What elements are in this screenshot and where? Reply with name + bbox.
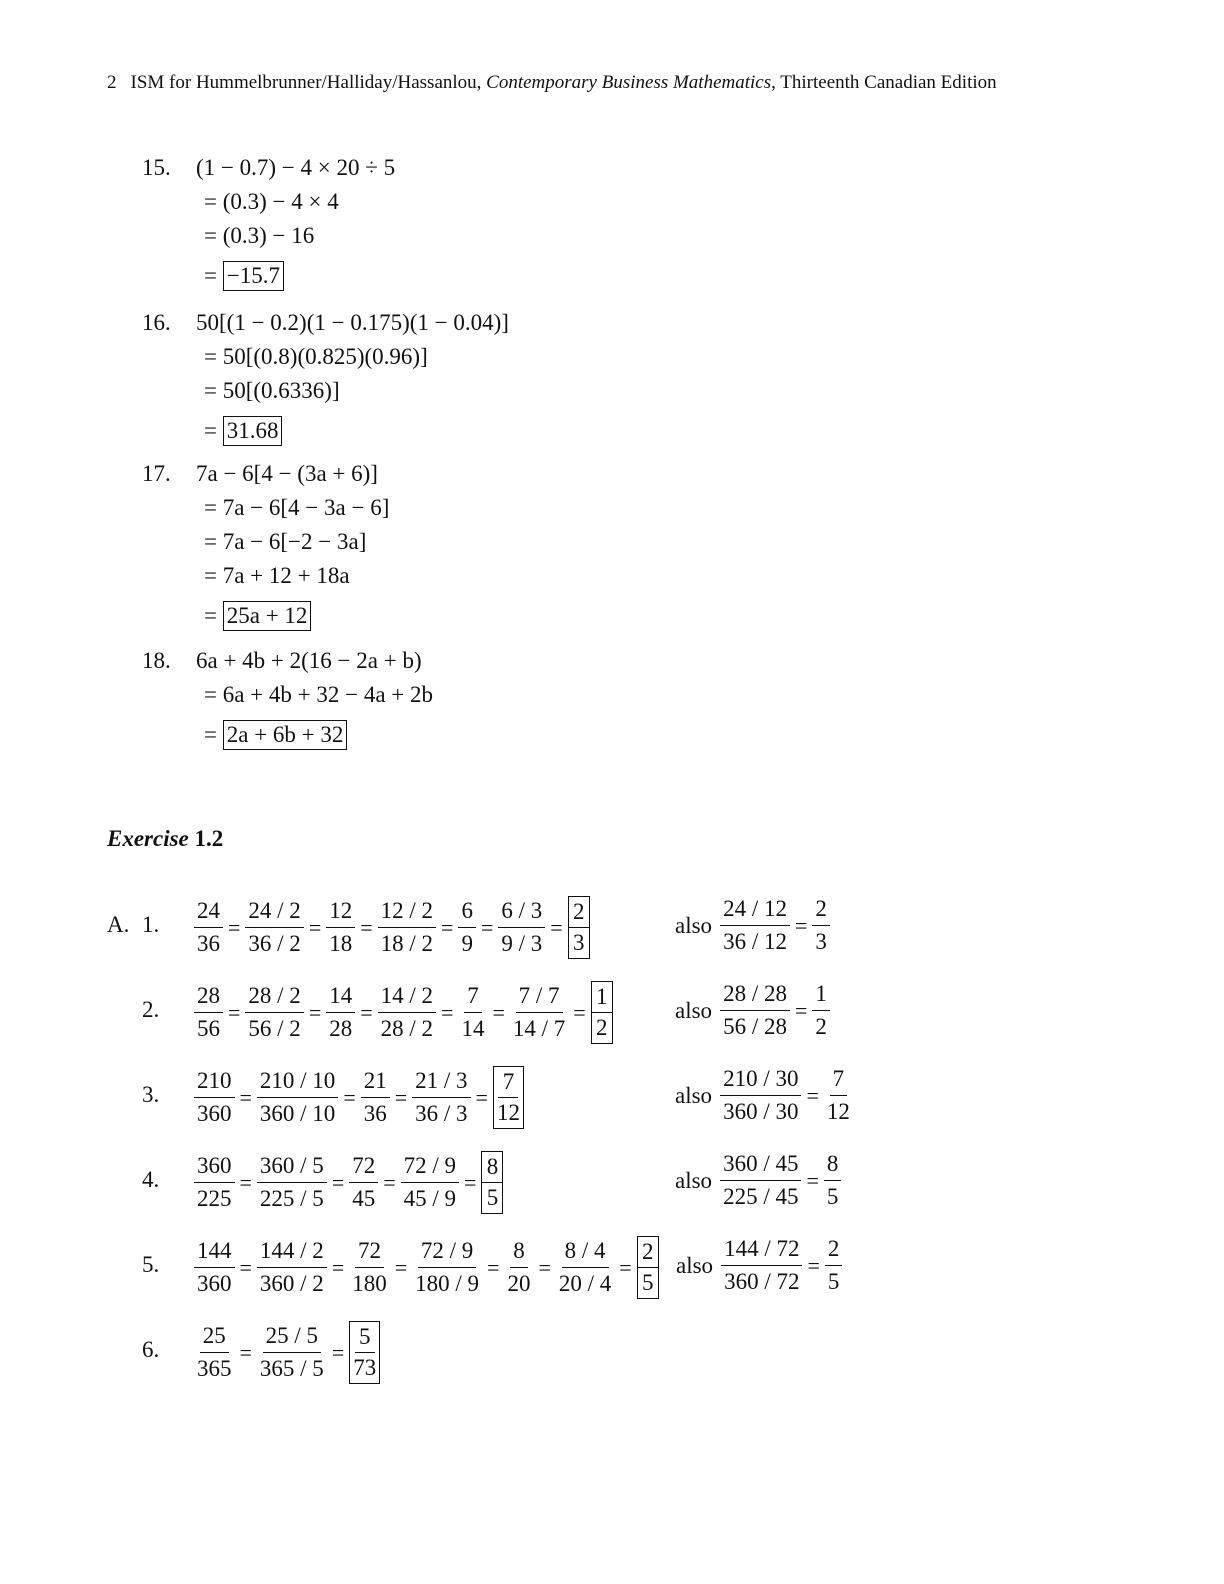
- problem-step: = 6a + 4b + 32 − 4a + 2b: [204, 682, 434, 707]
- numerator: 12 / 2: [378, 898, 436, 928]
- fraction-chain: [192, 1151, 503, 1214]
- equals-sign: =: [487, 1254, 500, 1280]
- equals-sign: =: [331, 1339, 345, 1365]
- item-number: 1.: [142, 912, 160, 937]
- equals-sign: =: [619, 1254, 632, 1280]
- problem-expression: 6a + 4b + 2(16 − 2a + b): [196, 648, 422, 673]
- page-header: [107, 72, 997, 94]
- numerator: 360 / 5: [257, 1153, 327, 1183]
- boxed-answer: 2a + 6b + 32: [223, 720, 348, 750]
- denominator: 360 / 2: [259, 1271, 324, 1296]
- fraction: [255, 1068, 340, 1127]
- fraction: [324, 983, 357, 1042]
- numerator: 1: [812, 981, 830, 1011]
- boxed-answer-fraction: [637, 1236, 659, 1299]
- fraction: [192, 1323, 237, 1382]
- denominator: 45 / 9: [403, 1186, 457, 1211]
- numerator: 12: [326, 898, 355, 928]
- fraction-chain: [192, 1066, 524, 1129]
- problem-step: = 7a + 12 + 18a: [204, 563, 350, 588]
- equals-sign: =: [550, 914, 563, 940]
- denominator: 28 / 2: [380, 1016, 434, 1041]
- equals-sign: =: [480, 914, 494, 940]
- fraction: [243, 983, 305, 1042]
- denominator: 20 / 4: [558, 1271, 612, 1296]
- also-label: also: [675, 997, 713, 1023]
- also-equation: [675, 1151, 843, 1210]
- numerator: 72: [355, 1238, 384, 1268]
- book-title: Contemporary Business Mathematics: [486, 72, 772, 93]
- equals-sign: =: [806, 1082, 819, 1108]
- header-prefix: ISM for Hummelbrunner/Halliday/Hassanlou,: [130, 72, 487, 93]
- also-label: also: [676, 1252, 714, 1278]
- numerator: 21: [361, 1068, 390, 1098]
- denominator: 360 / 10: [259, 1101, 336, 1126]
- numerator: 2: [825, 1236, 843, 1266]
- page-number: 2: [107, 72, 117, 93]
- denominator: 3: [815, 929, 827, 954]
- numerator: 24 / 12: [720, 896, 790, 926]
- problem-expression: 7a − 6[4 − (3a + 6)]: [196, 461, 378, 486]
- numerator: 7 / 7: [516, 983, 563, 1013]
- fraction: [376, 898, 438, 957]
- numerator: 72 / 9: [401, 1153, 459, 1183]
- equals-sign: =: [228, 999, 241, 1025]
- fraction: [718, 1066, 803, 1125]
- fraction: [810, 981, 832, 1040]
- also-label: also: [675, 1082, 713, 1108]
- numerator: 144 / 2: [257, 1238, 327, 1268]
- denominator: 5: [486, 1185, 499, 1210]
- fraction: [192, 898, 225, 957]
- denominator: 36: [363, 1101, 387, 1126]
- denominator: 360: [197, 1271, 232, 1296]
- numerator: 2: [569, 897, 589, 928]
- denominator: 225: [197, 1186, 232, 1211]
- fraction: [324, 898, 357, 957]
- also-equation: [675, 896, 832, 955]
- denominator: 5: [827, 1269, 840, 1294]
- equals-sign: =: [492, 999, 505, 1025]
- equals-sign: =: [573, 999, 586, 1025]
- numerator: 210: [194, 1068, 235, 1098]
- problem-number: 15.: [142, 155, 171, 180]
- fraction: [376, 983, 438, 1042]
- fraction: [719, 1236, 804, 1295]
- fraction: [255, 1153, 329, 1212]
- fraction-chain: [192, 1236, 659, 1299]
- denominator: 360: [197, 1101, 232, 1126]
- fraction: [399, 1153, 461, 1212]
- denominator: 9 / 3: [501, 931, 543, 956]
- boxed-answer: −15.7: [223, 261, 284, 291]
- numerator: 144 / 72: [721, 1236, 802, 1266]
- denominator: 180 / 9: [415, 1271, 480, 1296]
- denominator: 45: [352, 1186, 376, 1211]
- fraction: [456, 983, 489, 1042]
- equals-sign: =: [383, 1169, 396, 1195]
- equals-sign: =: [807, 1252, 820, 1278]
- also-equation: [676, 1236, 844, 1295]
- denominator: 365: [197, 1356, 232, 1381]
- equals-sign: =: [394, 1084, 408, 1110]
- equals-sign: =: [806, 1167, 819, 1193]
- denominator: 12: [496, 1100, 520, 1125]
- numerator: 6 / 3: [498, 898, 545, 928]
- denominator: 12: [826, 1099, 850, 1124]
- also-label: also: [675, 1167, 713, 1193]
- fraction: [822, 1066, 855, 1125]
- also-label: also: [675, 912, 713, 938]
- fraction: [508, 983, 570, 1042]
- numerator: 8: [510, 1238, 528, 1268]
- fraction-chain: [192, 1321, 380, 1384]
- fraction: [554, 1238, 616, 1297]
- equals-sign: =: [441, 999, 454, 1025]
- boxed-answer: 25a + 12: [223, 601, 312, 631]
- denominator: 36 / 2: [248, 931, 301, 956]
- denominator: 180: [352, 1271, 387, 1296]
- boxed-answer-fraction: [481, 1151, 503, 1214]
- problem-step: = (0.3) − 16: [204, 223, 315, 248]
- equals-sign: =: [441, 914, 454, 940]
- equals-sign: =: [239, 1084, 252, 1110]
- problem-expression: (1 − 0.7) − 4 × 20 ÷ 5: [196, 155, 396, 180]
- equals-sign: =: [794, 997, 808, 1023]
- denominator: 360 / 30: [723, 1099, 799, 1124]
- equals-sign: =: [331, 1254, 345, 1280]
- denominator: 56: [197, 1016, 220, 1041]
- fraction: [823, 1236, 845, 1295]
- denominator: 56 / 2: [248, 1016, 301, 1041]
- problem-step: = 7a − 6[−2 − 3a]: [204, 529, 367, 554]
- denominator: 5: [826, 1184, 839, 1209]
- numerator: 360: [194, 1153, 235, 1183]
- numerator: 7: [498, 1067, 518, 1098]
- numerator: 14: [326, 983, 355, 1013]
- equals-sign: =: [239, 1339, 252, 1365]
- fraction: [347, 1153, 380, 1212]
- item-number: 4.: [142, 1167, 160, 1192]
- fraction: [347, 1238, 392, 1297]
- fraction: [192, 1153, 237, 1212]
- item-number: 2.: [142, 997, 160, 1022]
- fraction: [192, 983, 225, 1042]
- denominator: 14: [461, 1016, 485, 1041]
- denominator: 36 / 3: [415, 1101, 468, 1126]
- equals-sign: =: [343, 1084, 356, 1110]
- equals-sign: =: [360, 999, 373, 1025]
- problem-step: = 7a − 6[4 − 3a − 6]: [204, 495, 390, 520]
- header-suffix: , Thirteenth Canadian Edition: [771, 72, 997, 93]
- boxed-answer: 31.68: [223, 416, 283, 446]
- boxed-answer-fraction: [591, 981, 613, 1044]
- denominator: 5: [641, 1270, 654, 1295]
- denominator: 225 / 5: [259, 1186, 324, 1211]
- section-label: A.: [107, 912, 130, 937]
- boxed-answer-fraction: [568, 896, 590, 959]
- fraction: [192, 1068, 237, 1127]
- denominator: 18 / 2: [380, 931, 434, 956]
- denominator: 2: [815, 1014, 827, 1039]
- denominator: 36 / 12: [723, 929, 787, 954]
- fraction-chain: [192, 896, 590, 959]
- equals-sign: =: [308, 999, 322, 1025]
- equals-sign: =: [239, 1254, 252, 1280]
- denominator: 360 / 72: [724, 1269, 800, 1294]
- numerator: 8: [482, 1152, 502, 1183]
- denominator: 36: [197, 931, 220, 956]
- numerator: 2: [812, 896, 830, 926]
- equals-sign: =: [538, 1254, 551, 1280]
- fraction: [255, 1238, 329, 1297]
- numerator: 24 / 2: [245, 898, 303, 928]
- numerator: 360 / 45: [720, 1151, 801, 1181]
- numerator: 144: [194, 1238, 235, 1268]
- numerator: 210 / 10: [257, 1068, 338, 1098]
- equals-sign: =: [394, 1254, 408, 1280]
- numerator: 72: [349, 1153, 378, 1183]
- equals-sign: =: [475, 1084, 488, 1110]
- fraction: [718, 896, 792, 955]
- numerator: 28: [194, 983, 223, 1013]
- problem-number: 16.: [142, 310, 171, 335]
- numerator: 28 / 28: [720, 981, 790, 1011]
- boxed-answer-fraction: [493, 1066, 524, 1129]
- equals-sign: =: [228, 914, 241, 940]
- numerator: 5: [355, 1322, 375, 1353]
- numerator: 7: [830, 1066, 848, 1096]
- also-equation: [675, 981, 832, 1040]
- denominator: 18: [329, 931, 353, 956]
- denominator: 14 / 7: [512, 1016, 566, 1041]
- fraction: [502, 1238, 535, 1297]
- fraction: [243, 898, 305, 957]
- problem-step: = (0.3) − 4 × 4: [204, 189, 339, 214]
- numerator: 28 / 2: [245, 983, 303, 1013]
- denominator: 20: [507, 1271, 531, 1296]
- fraction: [192, 1238, 237, 1297]
- fraction: [822, 1151, 844, 1210]
- boxed-answer-fraction: [349, 1321, 380, 1384]
- equals-sign: =: [794, 912, 808, 938]
- fraction: [255, 1323, 329, 1382]
- also-equation: [675, 1066, 855, 1125]
- problem-step: = 50[(0.6336)]: [204, 378, 340, 403]
- equals-sign: =: [239, 1169, 252, 1195]
- equals-sign: =: [331, 1169, 345, 1195]
- denominator: 9: [461, 931, 473, 956]
- numerator: 25 / 5: [263, 1323, 321, 1353]
- equals-sign: =: [308, 914, 322, 940]
- fraction: [718, 1151, 803, 1210]
- numerator: 21 / 3: [412, 1068, 470, 1098]
- numerator: 72 / 9: [418, 1238, 476, 1268]
- numerator: 2: [638, 1237, 658, 1268]
- denominator: 225 / 45: [723, 1184, 799, 1209]
- numerator: 210 / 30: [720, 1066, 801, 1096]
- numerator: 24: [194, 898, 223, 928]
- problem-number: 17.: [142, 461, 171, 486]
- item-number: 6.: [142, 1337, 160, 1362]
- denominator: 56 / 28: [723, 1014, 787, 1039]
- fraction: [496, 898, 547, 957]
- item-number: 3.: [142, 1082, 160, 1107]
- fraction: [718, 981, 792, 1040]
- denominator: 2: [595, 1015, 608, 1040]
- exercise-title: Exercise 1.2: [107, 826, 224, 851]
- problem-expression: 50[(1 − 0.2)(1 − 0.175)(1 − 0.04)]: [196, 310, 509, 335]
- item-number: 5.: [142, 1252, 160, 1277]
- numerator: 8: [824, 1151, 842, 1181]
- numerator: 6: [458, 898, 476, 928]
- denominator: 28: [329, 1016, 353, 1041]
- numerator: 25: [200, 1323, 229, 1353]
- equals-sign: =: [360, 914, 373, 940]
- fraction: [410, 1238, 484, 1297]
- problem-number: 18.: [142, 648, 171, 673]
- problem-step: = 50[(0.8)(0.825)(0.96)]: [204, 344, 428, 369]
- denominator: 365 / 5: [259, 1356, 324, 1381]
- denominator: 3: [572, 930, 585, 955]
- fraction: [456, 898, 478, 957]
- numerator: 7: [464, 983, 482, 1013]
- fraction: [810, 896, 832, 955]
- denominator: 73: [353, 1355, 377, 1380]
- equals-sign: =: [464, 1169, 477, 1195]
- fraction: [359, 1068, 392, 1127]
- numerator: 1: [592, 982, 612, 1013]
- fraction-chain: [192, 981, 613, 1044]
- numerator: 14 / 2: [378, 983, 436, 1013]
- fraction: [410, 1068, 472, 1127]
- numerator: 8 / 4: [562, 1238, 609, 1268]
